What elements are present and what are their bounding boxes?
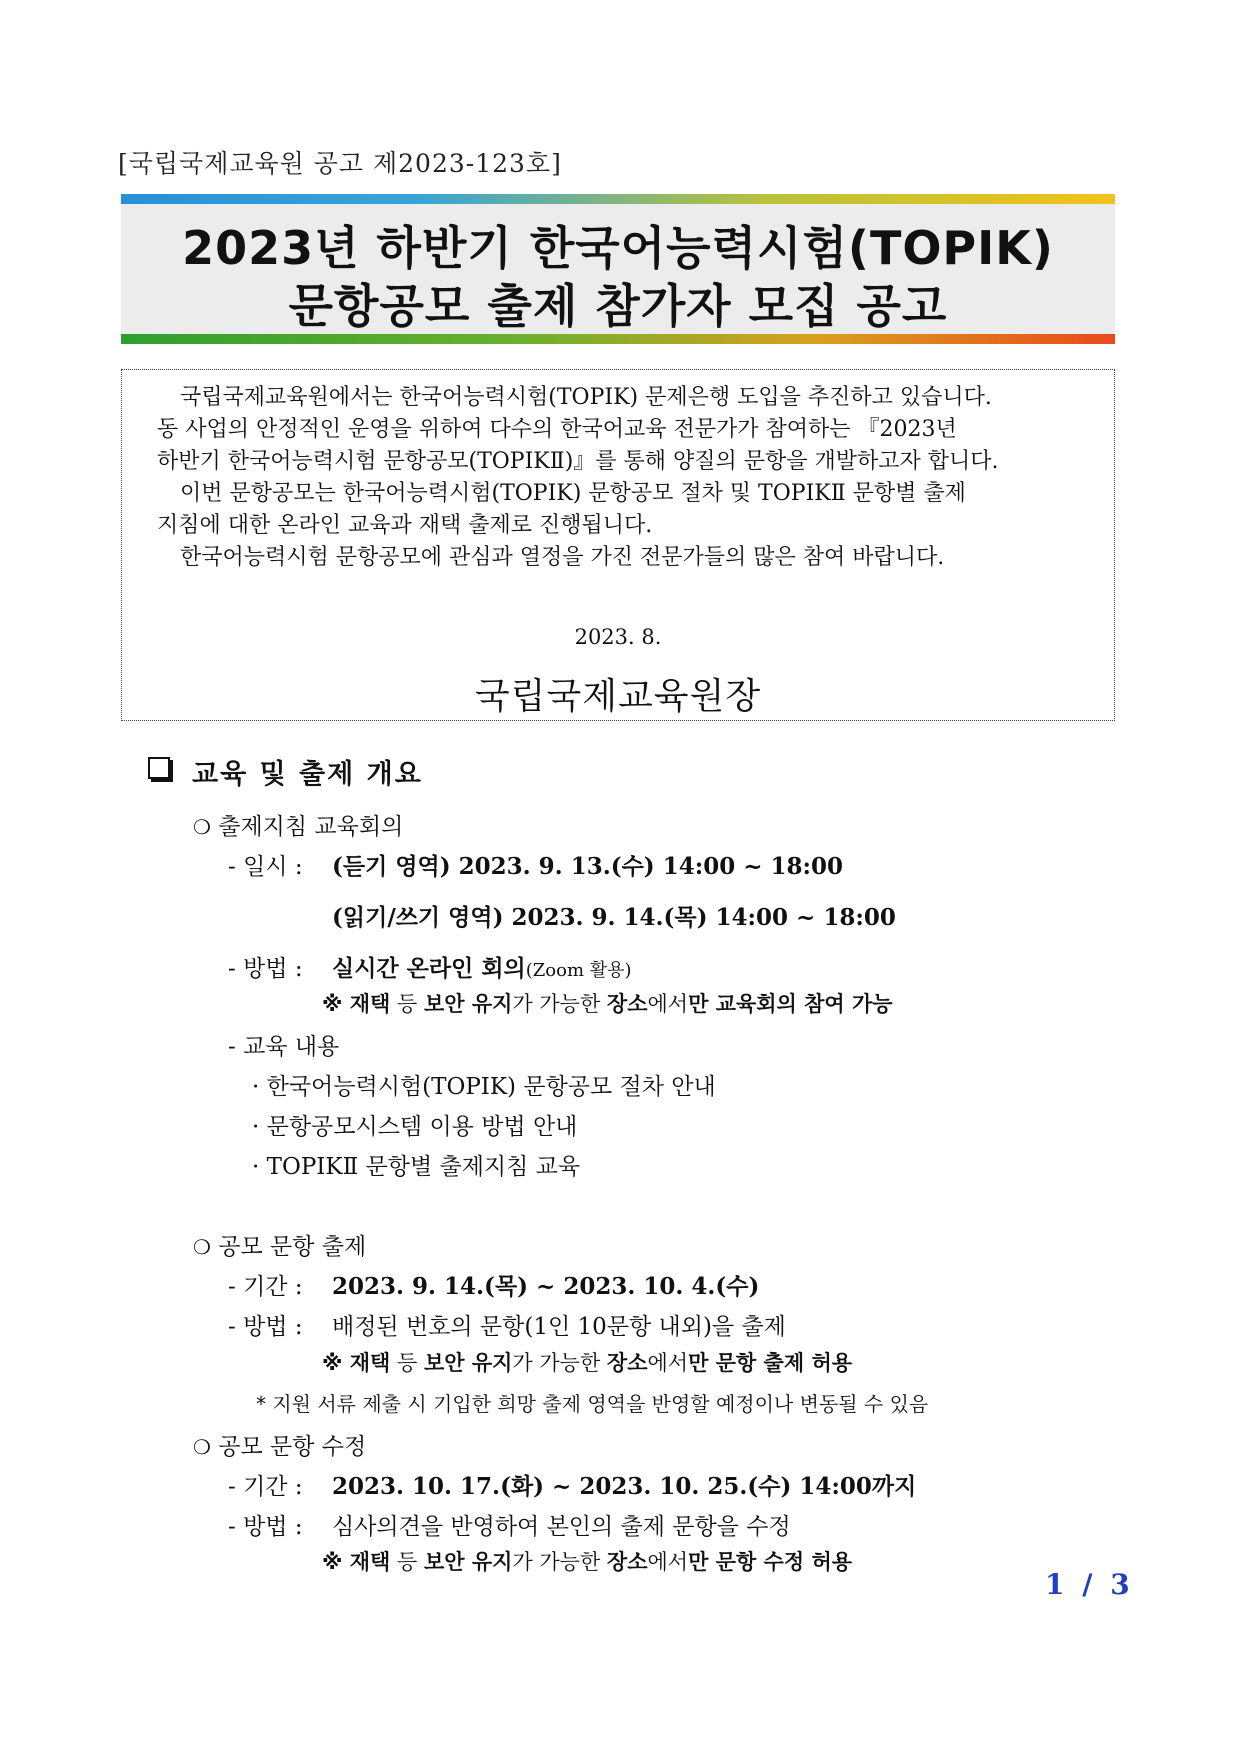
note-part: 에서 bbox=[647, 1351, 689, 1375]
intro-line: 국립국제교육원에서는 한국어능력시험(TOPIK) 문제은행 도입을 추진하고 있습니다. bbox=[180, 385, 992, 410]
checkbox-square-icon bbox=[148, 757, 170, 779]
training-method bbox=[332, 950, 632, 983]
intro-line: 이번 문항공모는 한국어능력시험(TOPIK) 문항공모 절차 및 TOPIKⅡ 문항별 출제 bbox=[180, 481, 966, 506]
document-title-line-2: 문항공모 출제 참가자 모집 공고 bbox=[288, 279, 948, 333]
intro-line: 동 사업의 안정적인 운영을 위하여 다수의 한국어교육 전문가가 참여하는 『2023년 bbox=[157, 417, 957, 442]
writing-method: 배정된 번호의 문항(1인 10문항 내외)을 출제 bbox=[332, 1314, 786, 1340]
notice-number: [국립국제교육원 공고 제2023-123호] bbox=[118, 149, 562, 178]
revision-heading bbox=[193, 1428, 366, 1461]
writing-asterisk-note: * 지원 서류 제출 시 기입한 희망 출제 영역을 반영할 예정이나 변동될 수 있음 bbox=[256, 1392, 929, 1416]
note-part: 에서 bbox=[647, 1550, 689, 1574]
note-part: 보안 유지 bbox=[423, 1550, 513, 1574]
training-content-item: · 한국어능력시험(TOPIK) 문항공모 절차 안내 bbox=[252, 1074, 716, 1100]
note-part: 가 가능한 bbox=[512, 1351, 607, 1375]
note-part: 등 bbox=[390, 992, 424, 1016]
note-part: 만 문항 출제 허용 bbox=[688, 1351, 853, 1375]
training-security-note bbox=[322, 988, 893, 1018]
note-part: 등 bbox=[390, 1351, 424, 1375]
note-part: ※ 재택 bbox=[322, 1351, 391, 1375]
note-part: 만 교육회의 참여 가능 bbox=[688, 992, 893, 1016]
document-title-line-1: 2023년 하반기 한국어능력시험(TOPIK) bbox=[182, 221, 1054, 275]
intro-line: 지침에 대한 온라인 교육과 재택 출제로 진행됩니다. bbox=[157, 513, 653, 538]
note-part: ※ 재택 bbox=[322, 1550, 391, 1574]
circle-bullet-icon: ❍ bbox=[193, 1435, 211, 1459]
revision-method: 심사의견을 반영하여 본인의 출제 문항을 수정 bbox=[332, 1514, 791, 1540]
training-heading bbox=[193, 808, 403, 841]
training-schedule-listening: (듣기 영역) 2023. 9. 13.(수) 14:00 ~ 18:00 bbox=[332, 853, 843, 880]
training-method-tool: (Zoom 활용) bbox=[525, 960, 632, 981]
revision-period-label: - 기간 : bbox=[228, 1474, 303, 1500]
training-content-item: · TOPIKⅡ 문항별 출제지침 교육 bbox=[252, 1154, 581, 1180]
writing-period-label: - 기간 : bbox=[228, 1274, 303, 1300]
note-part: 장소 bbox=[606, 1550, 648, 1574]
note-part: ※ 재택 bbox=[322, 992, 391, 1016]
revision-security-note bbox=[322, 1546, 852, 1576]
training-method-main: 실시간 온라인 회의 bbox=[332, 955, 526, 982]
note-part: 가 가능한 bbox=[512, 992, 607, 1016]
note-part: 에서 bbox=[647, 992, 689, 1016]
title-top-gradient-bar bbox=[121, 194, 1115, 204]
note-part: 등 bbox=[390, 1550, 424, 1574]
section-title: 교육 및 출제 개요 bbox=[192, 759, 423, 790]
circle-bullet-icon: ❍ bbox=[193, 815, 211, 839]
note-part: 장소 bbox=[606, 1351, 648, 1375]
note-part: 장소 bbox=[606, 992, 648, 1016]
note-part: 만 문항 수정 허용 bbox=[688, 1550, 853, 1574]
writing-heading-text: 공모 문항 출제 bbox=[218, 1234, 367, 1260]
note-part: 가 가능한 bbox=[512, 1550, 607, 1574]
revision-period: 2023. 10. 17.(화) ~ 2023. 10. 25.(수) 14:00까지 bbox=[332, 1473, 917, 1500]
intro-line: 한국어능력시험 문항공모에 관심과 열정을 가진 전문가들의 많은 참여 바랍니다. bbox=[180, 545, 945, 570]
training-content-item: · 문항공모시스템 이용 방법 안내 bbox=[252, 1114, 578, 1140]
note-part: 보안 유지 bbox=[423, 1351, 513, 1375]
writing-method-label: - 방법 : bbox=[228, 1314, 303, 1340]
issuer-name: 국립국제교육원장 bbox=[474, 676, 762, 717]
writing-period: 2023. 9. 14.(목) ~ 2023. 10. 4.(수) bbox=[332, 1273, 760, 1300]
revision-heading-text: 공모 문항 수정 bbox=[218, 1434, 367, 1460]
page-number: 1 / 3 bbox=[1045, 1568, 1134, 1601]
revision-method-label: - 방법 : bbox=[228, 1514, 303, 1540]
training-content-label: - 교육 내용 bbox=[228, 1034, 340, 1060]
training-schedule-reading-writing: (읽기/쓰기 영역) 2023. 9. 14.(목) 14:00 ~ 18:00 bbox=[332, 904, 896, 931]
circle-bullet-icon: ❍ bbox=[193, 1235, 211, 1259]
note-part: 보안 유지 bbox=[423, 992, 513, 1016]
writing-heading bbox=[193, 1228, 366, 1261]
intro-line: 하반기 한국어능력시험 문항공모(TOPIKⅡ)』를 통해 양질의 문항을 개발하고자 합니다. bbox=[157, 449, 999, 474]
writing-security-note bbox=[322, 1347, 852, 1377]
training-method-label: - 방법 : bbox=[228, 956, 303, 982]
training-schedule-label: - 일시 : bbox=[228, 854, 303, 880]
training-heading-text: 출제지침 교육회의 bbox=[218, 814, 404, 840]
notice-date: 2023. 8. bbox=[574, 625, 662, 649]
